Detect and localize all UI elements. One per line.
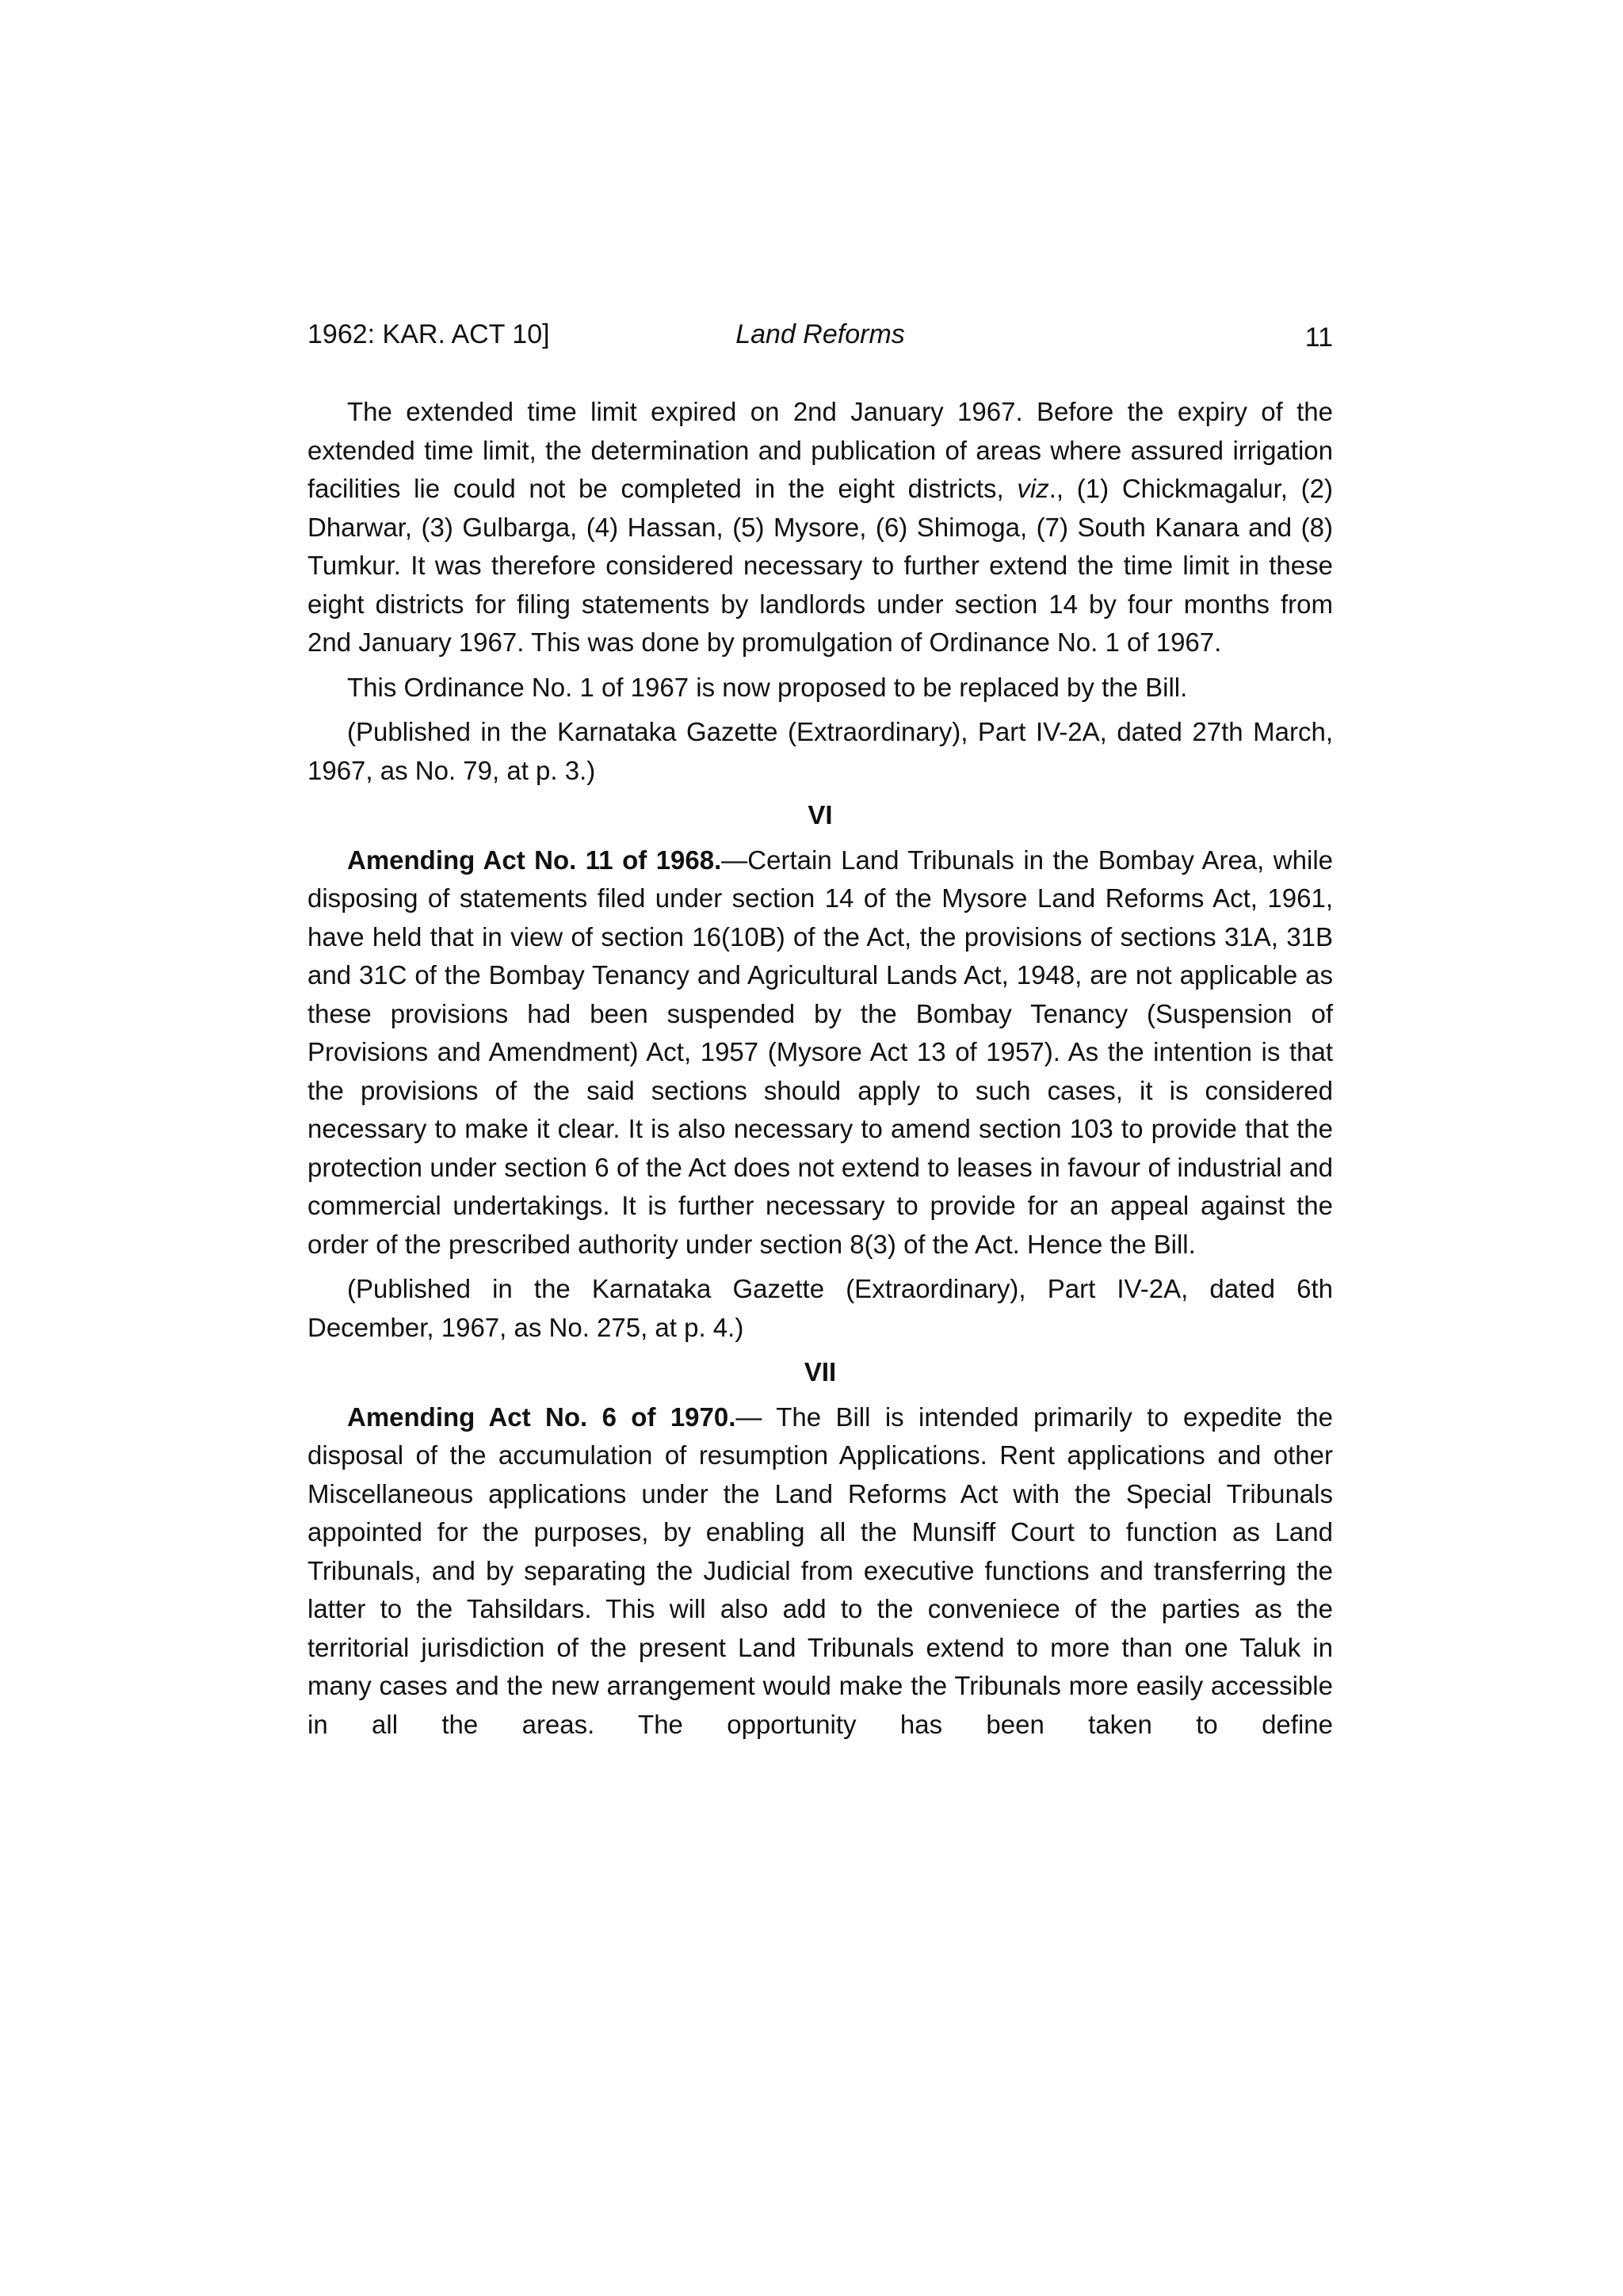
paragraph-amending-act-1968	[307, 841, 1333, 1264]
amending-act-title: Amending Act No. 6 of 1970.	[347, 1402, 736, 1432]
section-heading-vii: VII	[804, 1357, 837, 1386]
paragraph-text: (Published in the Karnataka Gazette (Extraordinary), Part IV-2A, dated 27th March, 1967, as No. 79, at p. 3.)	[307, 717, 1333, 785]
paragraph-text: The extended time limit expired on 2nd January 1967. Before the expiry of the extended time limit, the determination and publication of areas where assured irrigation facilities lie could not be completed in the eight districts,	[307, 397, 1333, 503]
paragraph-text: —Certain Land Tribunals in the Bombay Area, while disposing of statements filed under section 14 of the Mysore Land Reforms Act, 1961, have held that in view of section 16(10B) of the Act, the provisions of sections 31A, 31B and 31C of the Bombay Tenancy and Agricultural Lands Act, 1948, are not applicable as these provisions had been suspended by the Bombay Tenancy (Suspension of Provisions and Amendment) Act, 1957 (Mysore Act 13 of 1957). As the intention is that the provisions of the said sections should apply to such cases, it is considered necessary to make it clear. It is also necessary to amend section 103 to provide that the protection under section 6 of the Act does not extend to leases in favour of industrial and commercial undertakings. It is further necessary to provide for an appeal against the order of the prescribed authority under section 8(3) of the Act. Hence the Bill.	[307, 845, 1334, 1259]
section-heading-vi: VI	[808, 800, 833, 830]
paragraph-gazette-1967-december	[307, 1270, 1333, 1347]
paragraph-ordinance	[307, 669, 1333, 707]
running-header	[307, 315, 1333, 353]
amending-act-title: Amending Act No. 11 of 1968.	[347, 845, 722, 875]
paragraph-text: This Ordinance No. 1 of 1967 is now proposed to be replaced by the Bill.	[347, 672, 1188, 702]
italic-viz: viz	[1017, 474, 1049, 503]
body-text	[307, 393, 1333, 1750]
paragraph-text: ., (1) Chickmagalur, (2) Dharwar, (3) Gulbarga, (4) Hassan, (5) Mysore, (6) Shimoga, (7) South Kanara and (8) Tumkur. It was therefore considered necessary to further extend the time limit in these eight districts for filing statements by landlords under section 14 by four months from 2nd January 1967. This was done by promulgation of Ordinance No. 1 of 1967.	[307, 474, 1333, 657]
running-title: Land Reforms	[735, 319, 905, 349]
paragraph-gazette-1967-march	[307, 713, 1333, 790]
page-number: 11	[1304, 322, 1333, 353]
paragraph-text: (Published in the Karnataka Gazette (Extraordinary), Part IV-2A, dated 6th December, 1967, as No. 275, at p. 4.)	[307, 1274, 1333, 1342]
paragraph-text: — The Bill is intended primarily to expedite the disposal of the accumulation of resumption Applications. Rent applications and other Miscellaneous applications under the Land Reforms Act with the Special Tribunals appointed for the purposes, by enabling all the Munsiff Court to function as Land Tribunals, and by separating the Judicial from executive functions and transferring the latter to the Tahsildars. This will also add to the conveniece of the parties as the territorial jurisdiction of the present Land Tribunals extend to more than one Taluk in many cases and the new arrangement would make the Tribunals more easily accessible in all the areas. The opportunity has been taken to define	[307, 1402, 1334, 1739]
act-reference: 1962: KAR. ACT 10]	[307, 319, 550, 349]
paragraph-time-limit	[307, 393, 1333, 662]
paragraph-amending-act-1970	[307, 1398, 1333, 1745]
